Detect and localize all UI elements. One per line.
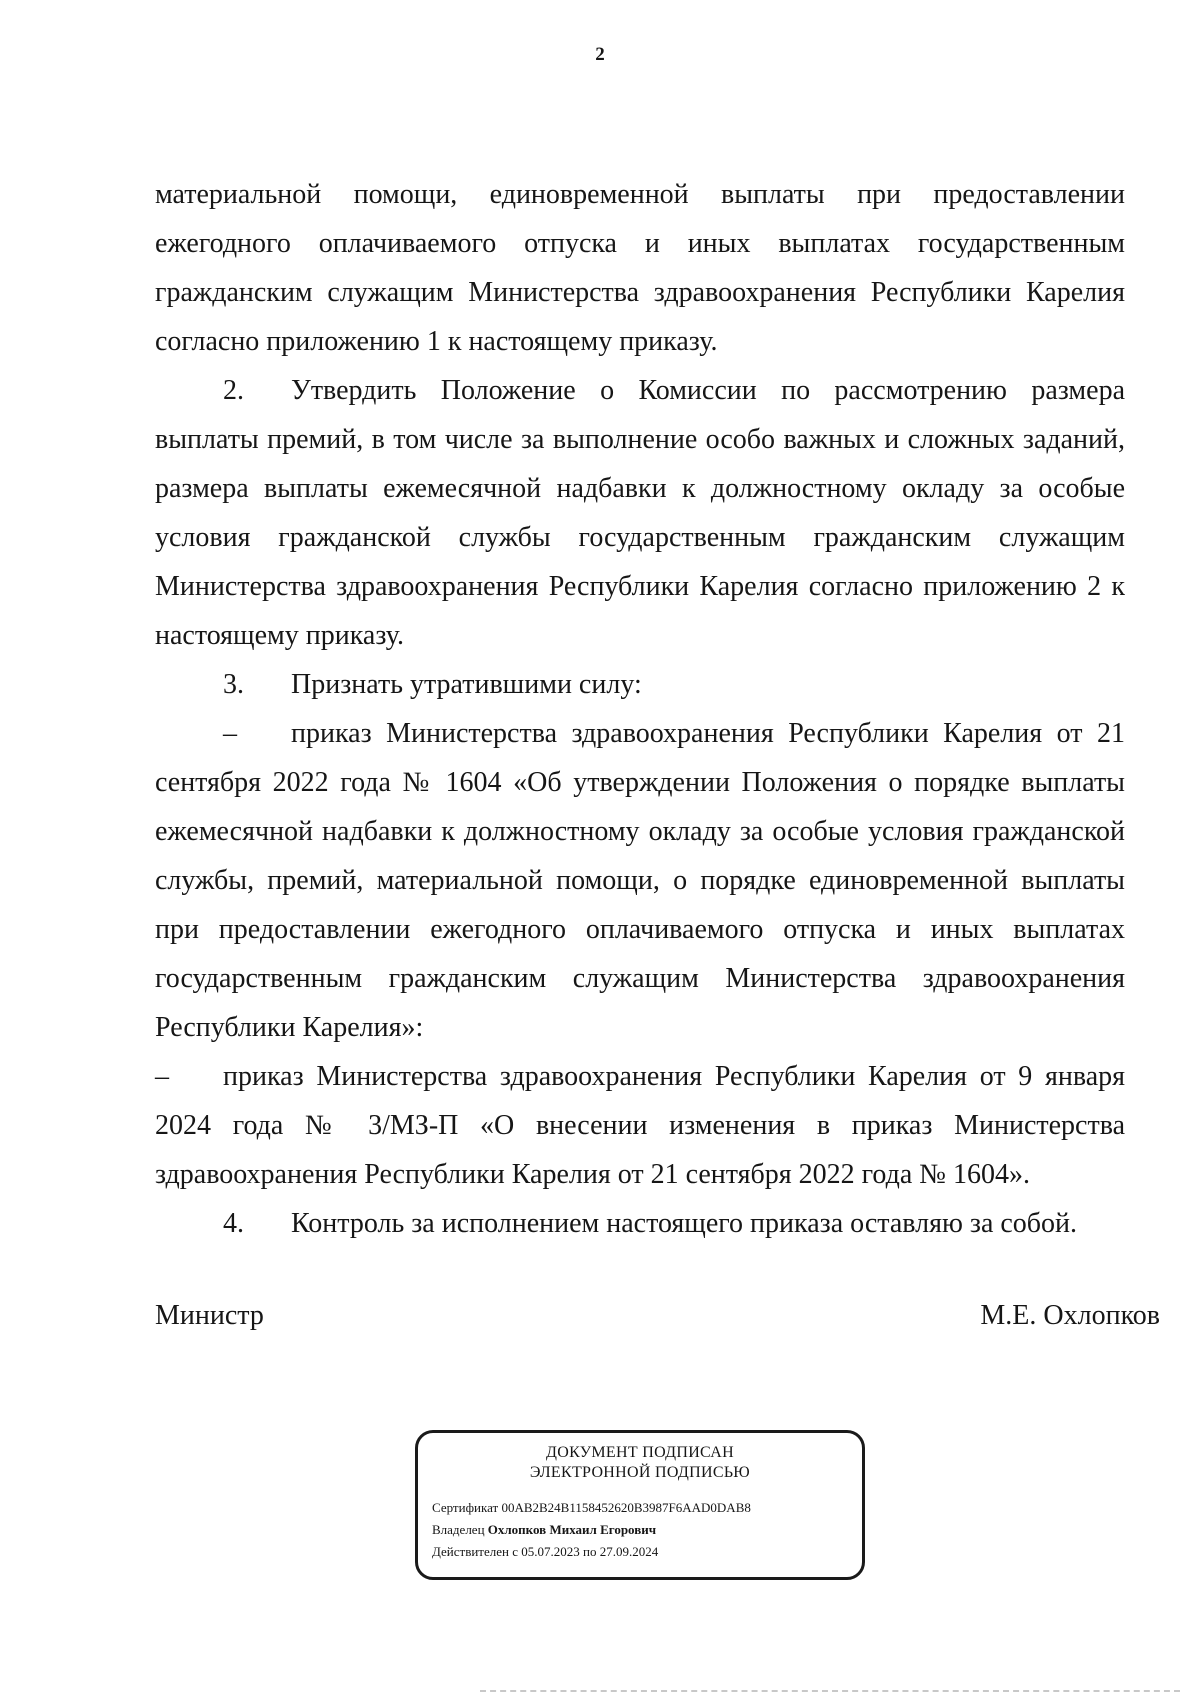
- stamp-valid-to-label: по: [583, 1544, 597, 1559]
- stamp-title-line-1: ДОКУМЕНТ ПОДПИСАН: [546, 1444, 734, 1461]
- paragraph-4-number: 4.: [223, 1208, 244, 1239]
- stamp-owner-label: Владелец: [432, 1522, 485, 1537]
- repealed-item-1: [155, 709, 1125, 1052]
- stamp-certificate: [432, 1497, 848, 1519]
- repealed-item-2-dash: –: [155, 1061, 169, 1092]
- paragraph-2-text: Утвердить Положение о Комиссии по рассмотрению размера выплаты премий, в том числе за выполнение особо важных и сложных заданий, размера выплаты ежемесячной надбавки к должностному окладу за особые условия гражданской службы государственным гражданским служащим Министерства здравоохранения Республики Карелия согласно приложению 2 к настоящему приказу.: [155, 375, 1125, 651]
- paragraph-continuation: материальной помощи, единовременной выплаты при предоставлении ежегодного оплачиваемого отпуска и иных выплатах государственным гражданским служащим Министерства здравоохранения Республики Карелия согласно приложению 1 к настоящему приказу.: [155, 179, 1125, 357]
- stamp-details: [432, 1497, 848, 1563]
- repealed-item-2-text: приказ Министерства здравоохранения Республики Карелия от 9 января 2024 года № 3/МЗ-П «О внесении изменения в приказ Министерства здравоохранения Республики Карелия от 21 сентября 2022 года № 1604».: [155, 1061, 1125, 1190]
- signatory-position: Министр: [155, 1300, 264, 1331]
- signature-row: [155, 1300, 1160, 1332]
- paragraph-3: [155, 660, 1125, 709]
- repealed-item-2: [155, 1052, 1125, 1199]
- stamp-certificate-value: 00AB2B24B1158452620B3987F6AAD0DAB8: [501, 1500, 751, 1515]
- stamp-valid-to: 27.09.2024: [599, 1544, 659, 1559]
- page-number: 2: [595, 44, 605, 65]
- document-body: [155, 170, 1125, 1248]
- paragraph-3-text: Признать утратившими силу:: [291, 669, 642, 700]
- stamp-valid-from: 05.07.2023: [521, 1544, 580, 1559]
- paragraph-3-number: 3.: [223, 669, 244, 700]
- stamp-certificate-label: Сертификат: [432, 1500, 499, 1515]
- paragraph-2: [155, 366, 1125, 660]
- electronic-signature-stamp: [415, 1430, 865, 1580]
- stamp-title: [432, 1443, 848, 1483]
- stamp-title-line-2: ЭЛЕКТРОННОЙ ПОДПИСЬЮ: [529, 1464, 751, 1481]
- paragraph-4-text: Контроль за исполнением настоящего приказа оставляю за собой.: [291, 1208, 1078, 1239]
- signatory-name: М.Е. Охлопков: [980, 1300, 1160, 1331]
- stamp-owner: [432, 1519, 848, 1541]
- repealed-item-1-dash: –: [223, 718, 237, 749]
- paragraph-2-number: 2.: [223, 375, 244, 406]
- stamp-validity: [432, 1541, 848, 1563]
- stamp-valid-label: Действителен с: [432, 1544, 518, 1559]
- paragraph-4: [155, 1199, 1125, 1248]
- repealed-item-1-text: приказ Министерства здравоохранения Республики Карелия от 21 сентября 2022 года № 1604 «Об утверждении Положения о порядке выплаты ежемесячной надбавки к должностному окладу за особые условия гражданской службы, премий, материальной помощи, о порядке единовременной выплаты при предоставлении ежегодного оплачиваемого отпуска и иных выплатах государственным гражданским служащим Министерства здравоохранения Республики Карелия»:: [155, 718, 1125, 1043]
- stamp-owner-value: Охлопков Михаил Егорович: [487, 1522, 657, 1537]
- scan-artifact-line: [480, 1690, 1180, 1698]
